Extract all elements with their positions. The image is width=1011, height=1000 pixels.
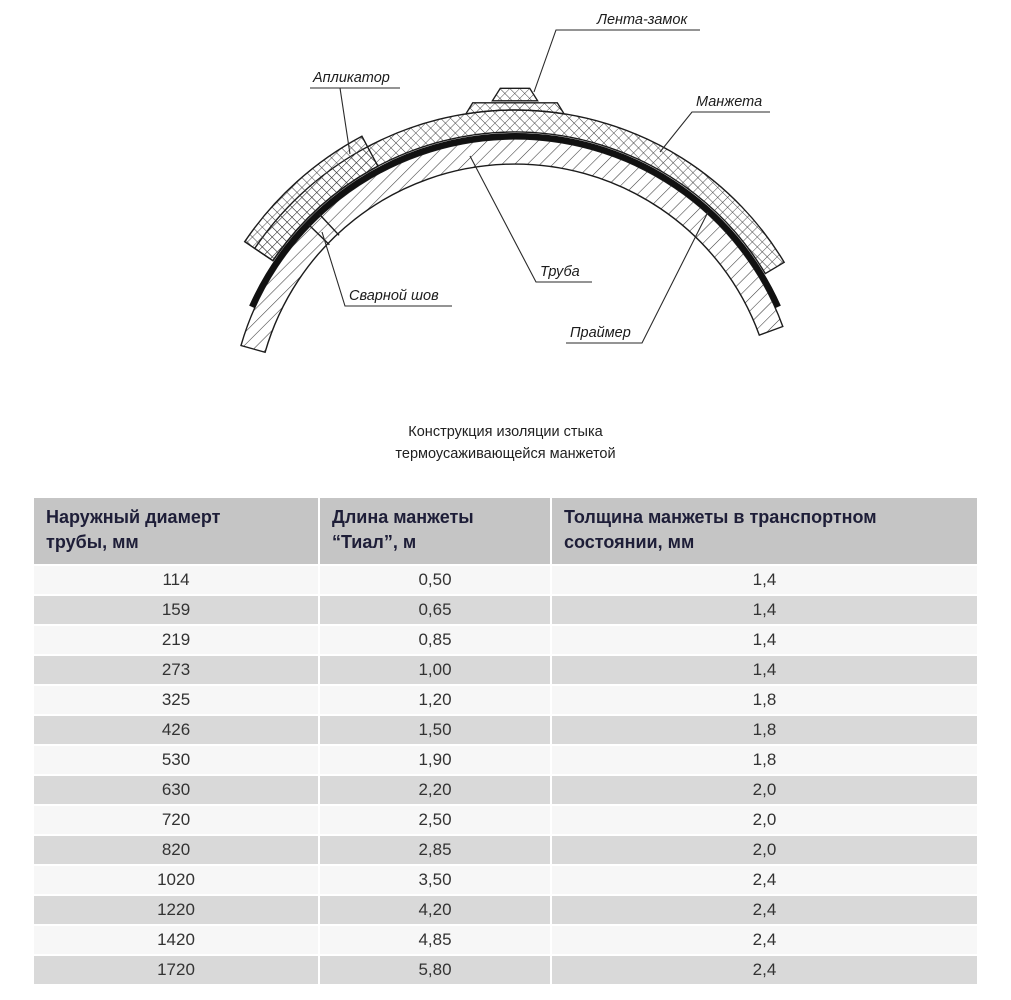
table-row [33, 685, 978, 715]
header-text: “Тиал”, м [332, 532, 417, 553]
table-row [33, 745, 978, 775]
table-row [33, 565, 978, 595]
table-cell: 4,20 [319, 895, 551, 925]
table-cell: 630 [33, 775, 319, 805]
table-cell: 114 [33, 565, 319, 595]
table-cell: 273 [33, 655, 319, 685]
header-sleeve-length [319, 497, 551, 565]
header-text: Толщина манжеты в транспортном [564, 506, 877, 527]
header-pipe-diameter [33, 497, 319, 565]
table-cell: 325 [33, 685, 319, 715]
table-row [33, 805, 978, 835]
table-cell: 1,90 [319, 745, 551, 775]
callout-weld-seam [322, 232, 452, 306]
diagram-caption [0, 421, 1011, 466]
table-cell: 2,4 [551, 955, 978, 985]
table-cell: 159 [33, 595, 319, 625]
diagram-caption-line2: термоусаживающейся манжетой [395, 446, 616, 463]
table-cell: 820 [33, 835, 319, 865]
table-cell: 0,65 [319, 595, 551, 625]
table-cell: 1,8 [551, 685, 978, 715]
primer-leader [566, 212, 708, 343]
table-cell: 1420 [33, 925, 319, 955]
table-cell: 0,85 [319, 625, 551, 655]
table-cell: 1,4 [551, 565, 978, 595]
callout-lock-tape [534, 12, 700, 92]
table-cell: 2,0 [551, 805, 978, 835]
table-row [33, 715, 978, 745]
pipe-label: Труба [540, 264, 580, 280]
lock-tape-label: Лента-замок [597, 12, 688, 28]
table-row [33, 625, 978, 655]
table-header-row [33, 497, 978, 565]
header-text: трубы, мм [46, 532, 139, 553]
table-row [33, 655, 978, 685]
table-cell: 1,4 [551, 625, 978, 655]
spec-table [32, 496, 979, 986]
pipe-joint-diagram [0, 4, 1011, 364]
callout-sleeve [660, 94, 770, 152]
table-cell: 2,4 [551, 925, 978, 955]
table-row [33, 595, 978, 625]
callout-pipe [470, 156, 592, 282]
sleeve-label: Манжета [696, 94, 763, 110]
applicator-label: Апликатор [313, 70, 390, 86]
diagram-section [0, 0, 1011, 369]
table-cell: 219 [33, 625, 319, 655]
table-cell: 1,4 [551, 655, 978, 685]
weld-seam-label: Сварной шов [349, 288, 439, 304]
table-cell: 4,85 [319, 925, 551, 955]
table-cell: 2,50 [319, 805, 551, 835]
table-cell: 3,50 [319, 865, 551, 895]
header-text: состоянии, мм [564, 532, 695, 553]
table-row [33, 835, 978, 865]
lock-tape-leader [534, 30, 700, 92]
table-cell: 1020 [33, 865, 319, 895]
table-cell: 2,20 [319, 775, 551, 805]
table-cell: 720 [33, 805, 319, 835]
callout-primer [566, 212, 708, 343]
header-sleeve-thickness [551, 497, 978, 565]
table-cell: 0,50 [319, 565, 551, 595]
primer-label: Праймер [570, 325, 631, 341]
table-cell: 1,8 [551, 745, 978, 775]
table-cell: 2,4 [551, 895, 978, 925]
table-cell: 1,8 [551, 715, 978, 745]
table-cell: 530 [33, 745, 319, 775]
header-text: Длина манжеты [332, 506, 474, 527]
table-row [33, 955, 978, 985]
table-cell: 1,4 [551, 595, 978, 625]
table-cell: 2,85 [319, 835, 551, 865]
spec-table-body [33, 565, 978, 985]
table-row [33, 925, 978, 955]
header-text: Наружный диамерт [46, 506, 221, 527]
table-row [33, 865, 978, 895]
table-cell: 2,0 [551, 775, 978, 805]
table-cell: 2,0 [551, 835, 978, 865]
table-row [33, 895, 978, 925]
table-cell: 426 [33, 715, 319, 745]
table-cell: 5,80 [319, 955, 551, 985]
table-cell: 1,20 [319, 685, 551, 715]
sleeve-leader [660, 112, 770, 152]
lock-tape [466, 88, 564, 114]
table-cell: 1720 [33, 955, 319, 985]
table-cell: 1,50 [319, 715, 551, 745]
table-cell: 2,4 [551, 865, 978, 895]
table-cell: 1,00 [319, 655, 551, 685]
diagram-caption-line1: Конструкция изоляции стыка [408, 424, 603, 440]
table-row [33, 775, 978, 805]
table-cell: 1220 [33, 895, 319, 925]
